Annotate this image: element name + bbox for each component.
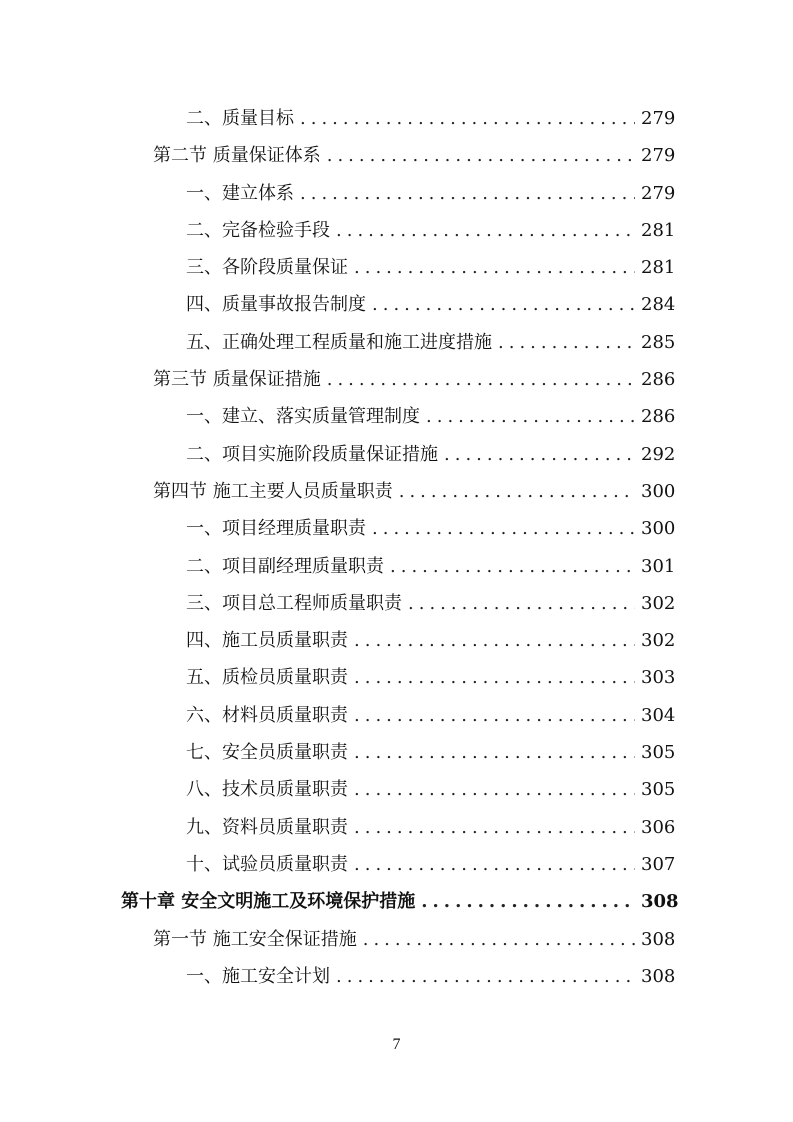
toc-entry-page-number: 305 <box>641 742 676 764</box>
toc-entry-page-number: 279 <box>641 182 676 204</box>
toc-entry-title: 第一节 施工安全保证措施 <box>153 928 357 950</box>
toc-entry-page-number: 307 <box>641 853 676 875</box>
toc-entry-page-number: 281 <box>641 257 676 279</box>
toc-entry-page-number: 286 <box>641 406 676 428</box>
toc-dot-leader <box>327 137 635 174</box>
toc-dot-leader <box>444 436 635 473</box>
toc-dot-leader <box>354 846 635 883</box>
table-of-contents <box>0 100 793 995</box>
toc-dot-leader <box>498 324 635 361</box>
toc-subsection-entry[interactable] <box>0 771 793 808</box>
toc-entry-title: 二、质量目标 <box>186 108 294 129</box>
toc-dot-leader <box>426 398 635 435</box>
toc-dot-leader <box>354 249 635 286</box>
toc-section-entry[interactable] <box>0 137 793 174</box>
toc-entry-title: 第二节 质量保证体系 <box>153 145 321 167</box>
toc-entry-title: 二、项目实施阶段质量保证措施 <box>186 443 438 465</box>
toc-dot-leader <box>408 585 635 622</box>
toc-entry-page-number: 302 <box>641 630 676 652</box>
toc-entry-page-number: 308 <box>641 928 676 950</box>
toc-entry-title: 一、建立、落实质量管理制度 <box>186 406 420 428</box>
toc-dot-leader <box>336 958 635 995</box>
toc-entry-page-number: 284 <box>641 294 676 316</box>
toc-subsection-entry[interactable] <box>0 548 793 585</box>
toc-subsection-entry[interactable] <box>0 734 793 771</box>
toc-entry-title: 第十章 安全文明施工及环境保护措施 <box>121 891 416 913</box>
toc-subsection-entry[interactable] <box>0 809 793 846</box>
page-number: 7 <box>392 1036 401 1053</box>
toc-entry-title: 三、各阶段质量保证 <box>186 257 348 279</box>
toc-subsection-entry[interactable] <box>0 846 793 883</box>
toc-entry-page-number: 279 <box>641 108 676 129</box>
toc-entry-page-number: 308 <box>641 891 679 913</box>
toc-entry-page-number: 306 <box>641 816 676 838</box>
toc-dot-leader <box>354 771 635 808</box>
toc-entry-title: 一、建立体系 <box>186 182 294 204</box>
toc-dot-leader <box>354 809 635 846</box>
toc-dot-leader <box>300 100 635 137</box>
toc-section-entry[interactable] <box>0 921 793 958</box>
toc-subsection-entry[interactable] <box>0 510 793 547</box>
toc-entry-page-number: 304 <box>641 704 676 726</box>
toc-subsection-entry[interactable] <box>0 398 793 435</box>
toc-entry-title: 一、施工安全计划 <box>186 965 330 987</box>
toc-dot-leader <box>399 473 635 510</box>
toc-dot-leader <box>327 361 635 398</box>
toc-subsection-entry[interactable] <box>0 436 793 473</box>
toc-entry-title: 五、正确处理工程质量和施工进度措施 <box>186 331 492 353</box>
toc-entry-page-number: 286 <box>641 369 676 391</box>
toc-entry-title: 八、技术员质量职责 <box>186 779 348 801</box>
toc-entry-page-number: 300 <box>641 480 676 502</box>
toc-entry-title: 第四节 施工主要人员质量职责 <box>153 480 393 502</box>
toc-entry-page-number: 305 <box>641 779 676 801</box>
toc-entry-title: 五、质检员质量职责 <box>186 667 348 689</box>
toc-subsection-entry[interactable] <box>0 622 793 659</box>
toc-entry-page-number: 285 <box>641 331 676 353</box>
toc-entry-title: 六、材料员质量职责 <box>186 704 348 726</box>
toc-subsection-entry[interactable] <box>0 175 793 212</box>
toc-subsection-entry[interactable] <box>0 286 793 323</box>
toc-dot-leader <box>300 175 635 212</box>
toc-subsection-entry[interactable] <box>0 100 793 137</box>
toc-entry-page-number: 279 <box>641 145 676 167</box>
toc-entry-page-number: 301 <box>641 555 676 577</box>
toc-section-entry[interactable] <box>0 473 793 510</box>
toc-dot-leader <box>372 510 635 547</box>
toc-subsection-entry[interactable] <box>0 249 793 286</box>
toc-subsection-entry[interactable] <box>0 958 793 995</box>
toc-subsection-entry[interactable] <box>0 324 793 361</box>
toc-entry-title: 二、项目副经理质量职责 <box>186 555 384 577</box>
toc-entry-page-number: 302 <box>641 592 676 614</box>
toc-entry-page-number: 300 <box>641 518 676 540</box>
toc-dot-leader <box>354 734 635 771</box>
toc-entry-title: 四、施工员质量职责 <box>186 630 348 652</box>
toc-dot-leader <box>390 548 635 585</box>
toc-entry-page-number: 281 <box>641 219 676 241</box>
toc-entry-page-number: 308 <box>641 965 676 987</box>
toc-subsection-entry[interactable] <box>0 659 793 696</box>
toc-entry-title: 四、质量事故报告制度 <box>186 294 366 316</box>
toc-entry-title: 九、资料员质量职责 <box>186 816 348 838</box>
toc-entry-page-number: 303 <box>641 667 676 689</box>
toc-entry-title: 二、完备检验手段 <box>186 219 330 241</box>
toc-entry-title: 一、项目经理质量职责 <box>186 518 366 540</box>
toc-entry-title: 第三节 质量保证措施 <box>153 369 321 391</box>
toc-entry-title: 三、项目总工程师质量职责 <box>186 592 402 614</box>
toc-dot-leader <box>363 921 635 958</box>
toc-section-entry[interactable] <box>0 361 793 398</box>
toc-subsection-entry[interactable] <box>0 212 793 249</box>
toc-dot-leader <box>372 286 635 323</box>
toc-entry-page-number: 292 <box>641 443 676 465</box>
toc-dot-leader <box>354 622 635 659</box>
toc-dot-leader <box>336 212 635 249</box>
toc-dot-leader <box>421 883 635 920</box>
toc-entry-title: 七、安全员质量职责 <box>186 742 348 764</box>
toc-dot-leader <box>354 659 635 696</box>
toc-subsection-entry[interactable] <box>0 585 793 622</box>
toc-subsection-entry[interactable] <box>0 697 793 734</box>
toc-dot-leader <box>354 697 635 734</box>
toc-entry-title: 十、试验员质量职责 <box>186 853 348 875</box>
toc-chapter-entry[interactable] <box>0 883 793 920</box>
